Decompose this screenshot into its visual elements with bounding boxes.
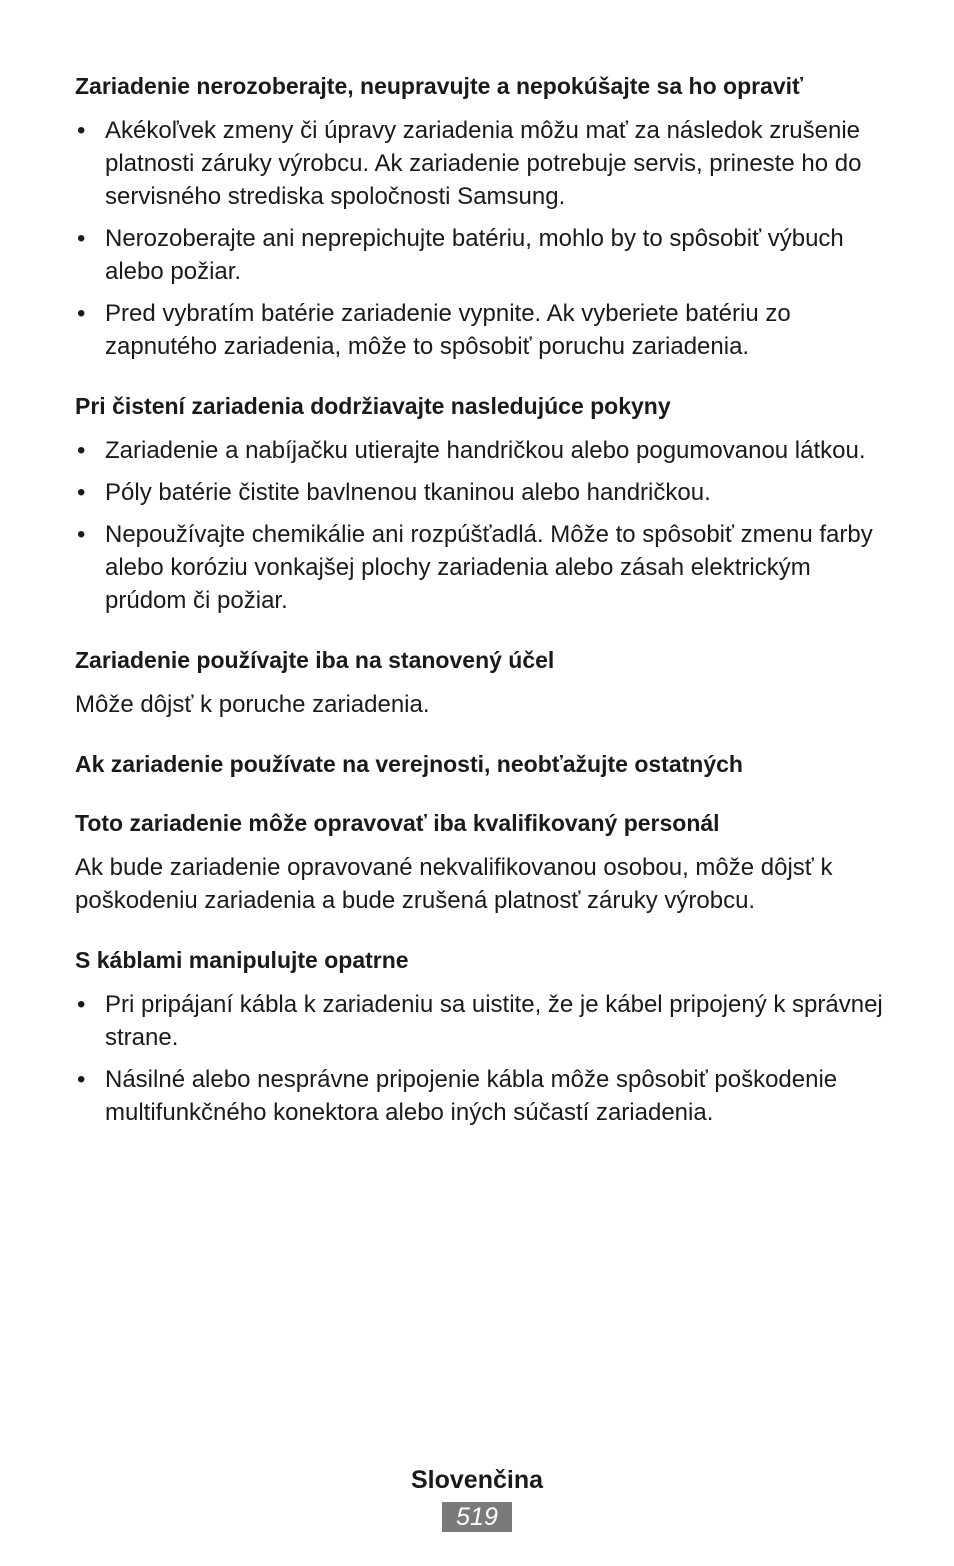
- bullet-icon: •: [77, 1066, 86, 1093]
- bullet-icon: •: [77, 521, 86, 548]
- section-public-use: [75, 748, 890, 780]
- section-heading: Zariadenie používajte iba na stanovený účel: [75, 647, 555, 673]
- list-item-text: Pred vybratím batérie zariadenie vypnite. Ak vyberiete batériu zo zapnutého zariadenia, môže to spôsobiť poruchu zariadenia.: [105, 300, 791, 360]
- section-paragraph: Môže dôjsť k poruche zariadenia.: [75, 691, 430, 718]
- list-item-text: Akékoľvek zmeny či úpravy zariadenia môžu mať za následok zrušenie platnosti záruky výrobcu. Ak zariadenie potrebuje servis, prineste ho do servisného strediska spoločnosti Samsung.: [105, 117, 862, 210]
- list-item-text: Nerozoberajte ani neprepichujte batériu, mohlo by to spôsobiť výbuch alebo požiar.: [105, 225, 844, 285]
- section-heading: Ak zariadenie používate na verejnosti, neobťažujte ostatných: [75, 751, 743, 777]
- section-heading: Pri čistení zariadenia dodržiavajte nasledujúce pokyny: [75, 393, 671, 419]
- list-item: [75, 518, 890, 617]
- section-cables: [75, 944, 890, 1129]
- section-intended-use: [75, 644, 890, 721]
- list-item: [75, 988, 890, 1054]
- list-item-text: Pri pripájaní kábla k zariadeniu sa uistite, že je kábel pripojený k správnej strane.: [105, 991, 883, 1051]
- list-item-text: Póly batérie čistite bavlnenou tkaninou alebo handričkou.: [105, 479, 711, 506]
- page-footer: [0, 1462, 954, 1532]
- section-qualified-service: [75, 807, 890, 917]
- footer-language: Slovenčina: [411, 1466, 543, 1494]
- section-disassembly: [75, 70, 890, 363]
- list-item: [75, 476, 890, 509]
- bullet-list: [75, 434, 890, 617]
- section-heading: S káblami manipulujte opatrne: [75, 947, 409, 973]
- list-item: [75, 1063, 890, 1129]
- list-item: [75, 222, 890, 288]
- page-number: 519: [442, 1502, 512, 1532]
- section-heading: Toto zariadenie môže opravovať iba kvalifikovaný personál: [75, 810, 720, 836]
- bullet-icon: •: [77, 117, 86, 144]
- bullet-icon: •: [77, 300, 86, 327]
- bullet-list: [75, 988, 890, 1129]
- bullet-icon: •: [77, 225, 86, 252]
- list-item-text: Nepoužívajte chemikálie ani rozpúšťadlá. Môže to spôsobiť zmenu farby alebo koróziu vonkajšej plochy zariadenia alebo zásah elektrickým prúdom či požiar.: [105, 521, 873, 614]
- bullet-icon: •: [77, 479, 86, 506]
- bullet-icon: •: [77, 991, 86, 1018]
- list-item-text: Zariadenie a nabíjačku utierajte handričkou alebo pogumovanou látkou.: [105, 437, 866, 464]
- document-body: [75, 70, 890, 1156]
- section-paragraph: Ak bude zariadenie opravované nekvalifikovanou osobou, môže dôjsť k poškodeniu zariadenia a bude zrušená platnosť záruky výrobcu.: [75, 854, 833, 914]
- list-item-text: Násilné alebo nesprávne pripojenie kábla môže spôsobiť poškodenie multifunkčného konektora alebo iných súčastí zariadenia.: [105, 1066, 838, 1126]
- bullet-icon: •: [77, 437, 86, 464]
- list-item: [75, 297, 890, 363]
- section-heading: Zariadenie nerozoberajte, neupravujte a nepokúšajte sa ho opraviť: [75, 73, 804, 99]
- section-cleaning: [75, 390, 890, 617]
- list-item: [75, 114, 890, 213]
- list-item: [75, 434, 890, 467]
- bullet-list: [75, 114, 890, 363]
